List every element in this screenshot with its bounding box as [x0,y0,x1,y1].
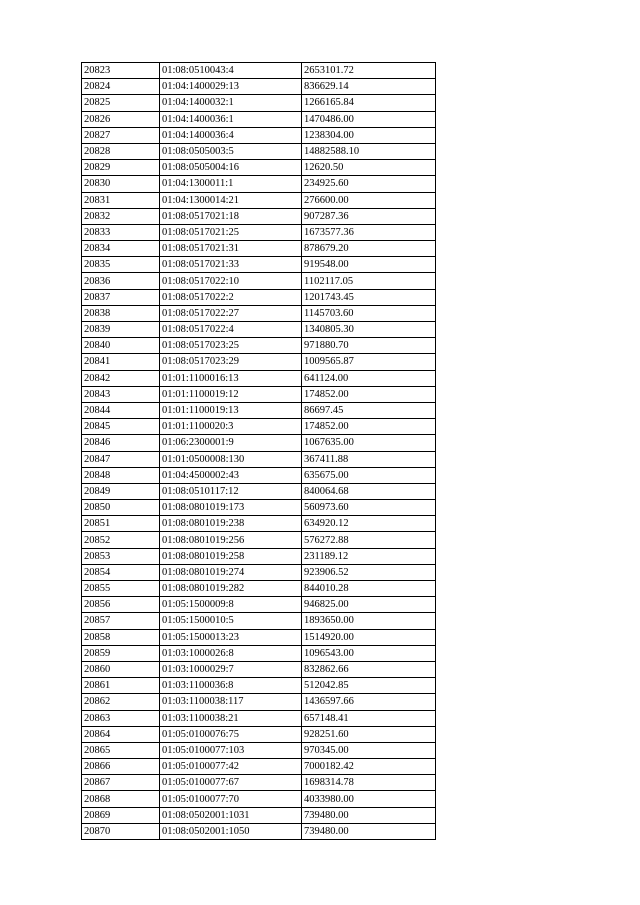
cadastral-number-cell: 01:04:1400036:1 [160,111,302,127]
row-id-cell: 20845 [82,419,160,435]
cadastral-number-cell: 01:08:0502001:1050 [160,823,302,839]
data-table [81,62,436,840]
table-row [82,111,436,127]
row-id-cell: 20857 [82,613,160,629]
amount-cell: 836629.14 [302,79,436,95]
table-row [82,208,436,224]
amount-cell: 840064.68 [302,483,436,499]
table-row [82,79,436,95]
amount-cell: 844010.28 [302,581,436,597]
amount-cell: 946825.00 [302,597,436,613]
cadastral-number-cell: 01:03:1100038:117 [160,694,302,710]
cadastral-number-cell: 01:08:0510117:12 [160,483,302,499]
cadastral-number-cell: 01:08:0502001:1031 [160,807,302,823]
row-id-cell: 20851 [82,516,160,532]
row-id-cell: 20844 [82,402,160,418]
amount-cell: 512042.85 [302,678,436,694]
row-id-cell: 20824 [82,79,160,95]
cadastral-number-cell: 01:08:0510043:4 [160,63,302,79]
amount-cell: 634920.12 [302,516,436,532]
cadastral-number-cell: 01:04:1400029:13 [160,79,302,95]
amount-cell: 907287.36 [302,208,436,224]
table-row [82,775,436,791]
amount-cell: 560973.60 [302,500,436,516]
row-id-cell: 20838 [82,305,160,321]
table-row [82,678,436,694]
row-id-cell: 20866 [82,759,160,775]
table-row [82,548,436,564]
row-id-cell: 20869 [82,807,160,823]
table-row [82,726,436,742]
row-id-cell: 20870 [82,823,160,839]
row-id-cell: 20823 [82,63,160,79]
table-row [82,451,436,467]
amount-cell: 1266165.84 [302,95,436,111]
row-id-cell: 20832 [82,208,160,224]
cadastral-number-cell: 01:08:0505004:16 [160,160,302,176]
table-row [82,613,436,629]
row-id-cell: 20828 [82,143,160,159]
amount-cell: 970345.00 [302,742,436,758]
amount-cell: 1470486.00 [302,111,436,127]
row-id-cell: 20852 [82,532,160,548]
amount-cell: 1436597.66 [302,694,436,710]
amount-cell: 1145703.60 [302,305,436,321]
row-id-cell: 20862 [82,694,160,710]
table-row [82,661,436,677]
table-row [82,338,436,354]
cadastral-number-cell: 01:05:0100076:75 [160,726,302,742]
cadastral-number-cell: 01:01:0500008:130 [160,451,302,467]
amount-cell: 923906.52 [302,564,436,580]
cadastral-number-cell: 01:08:0801019:256 [160,532,302,548]
amount-cell: 174852.00 [302,386,436,402]
row-id-cell: 20837 [82,289,160,305]
table-row [82,645,436,661]
row-id-cell: 20850 [82,500,160,516]
row-id-cell: 20840 [82,338,160,354]
cadastral-number-cell: 01:05:1500010:5 [160,613,302,629]
cadastral-number-cell: 01:08:0517022:10 [160,273,302,289]
table-row [82,160,436,176]
amount-cell: 928251.60 [302,726,436,742]
table-row [82,354,436,370]
amount-cell: 832862.66 [302,661,436,677]
cadastral-number-cell: 01:08:0505003:5 [160,143,302,159]
table-row [82,759,436,775]
amount-cell: 1201743.45 [302,289,436,305]
table-row [82,224,436,240]
row-id-cell: 20825 [82,95,160,111]
table-row [82,176,436,192]
row-id-cell: 20829 [82,160,160,176]
row-id-cell: 20830 [82,176,160,192]
table-row [82,823,436,839]
table-row [82,807,436,823]
table-row [82,322,436,338]
table-row [82,370,436,386]
row-id-cell: 20835 [82,257,160,273]
row-id-cell: 20860 [82,661,160,677]
cadastral-number-cell: 01:04:1300011:1 [160,176,302,192]
table-row [82,127,436,143]
cadastral-number-cell: 01:08:0801019:258 [160,548,302,564]
amount-cell: 1067635.00 [302,435,436,451]
amount-cell: 657148.41 [302,710,436,726]
cadastral-number-cell: 01:08:0517022:27 [160,305,302,321]
amount-cell: 739480.00 [302,823,436,839]
table-row [82,143,436,159]
cadastral-number-cell: 01:08:0517023:29 [160,354,302,370]
row-id-cell: 20855 [82,581,160,597]
amount-cell: 1238304.00 [302,127,436,143]
cadastral-number-cell: 01:08:0801019:173 [160,500,302,516]
cadastral-number-cell: 01:08:0801019:274 [160,564,302,580]
amount-cell: 7000182.42 [302,759,436,775]
table-row [82,241,436,257]
table-row [82,500,436,516]
amount-cell: 234925.60 [302,176,436,192]
row-id-cell: 20842 [82,370,160,386]
table-row [82,419,436,435]
amount-cell: 12620.50 [302,160,436,176]
row-id-cell: 20839 [82,322,160,338]
table-row [82,95,436,111]
cadastral-number-cell: 01:05:1500013:23 [160,629,302,645]
amount-cell: 2653101.72 [302,63,436,79]
row-id-cell: 20833 [82,224,160,240]
table-row [82,63,436,79]
cadastral-number-cell: 01:08:0801019:238 [160,516,302,532]
row-id-cell: 20831 [82,192,160,208]
amount-cell: 1673577.36 [302,224,436,240]
table-row [82,516,436,532]
amount-cell: 367411.88 [302,451,436,467]
cadastral-number-cell: 01:03:1000026:8 [160,645,302,661]
cadastral-number-cell: 01:05:0100077:42 [160,759,302,775]
cadastral-number-cell: 01:05:1500009:8 [160,597,302,613]
table-row [82,710,436,726]
row-id-cell: 20836 [82,273,160,289]
row-id-cell: 20847 [82,451,160,467]
table-row [82,192,436,208]
amount-cell: 1514920.00 [302,629,436,645]
cadastral-number-cell: 01:04:1400036:4 [160,127,302,143]
amount-cell: 576272.88 [302,532,436,548]
row-id-cell: 20868 [82,791,160,807]
amount-cell: 739480.00 [302,807,436,823]
amount-cell: 1102117.05 [302,273,436,289]
table-row [82,402,436,418]
row-id-cell: 20848 [82,467,160,483]
row-id-cell: 20863 [82,710,160,726]
cadastral-number-cell: 01:04:1400032:1 [160,95,302,111]
amount-cell: 1096543.00 [302,645,436,661]
amount-cell: 1893650.00 [302,613,436,629]
table-row [82,694,436,710]
cadastral-number-cell: 01:03:1100038:21 [160,710,302,726]
table-row [82,597,436,613]
table-row [82,467,436,483]
row-id-cell: 20846 [82,435,160,451]
amount-cell: 1009565.87 [302,354,436,370]
cadastral-number-cell: 01:08:0801019:282 [160,581,302,597]
cadastral-number-cell: 01:01:1100016:13 [160,370,302,386]
row-id-cell: 20853 [82,548,160,564]
cadastral-number-cell: 01:05:0100077:70 [160,791,302,807]
table-row [82,483,436,499]
cadastral-number-cell: 01:01:1100020:3 [160,419,302,435]
cadastral-number-cell: 01:08:0517023:25 [160,338,302,354]
amount-cell: 86697.45 [302,402,436,418]
row-id-cell: 20841 [82,354,160,370]
cadastral-number-cell: 01:08:0517021:33 [160,257,302,273]
row-id-cell: 20867 [82,775,160,791]
row-id-cell: 20858 [82,629,160,645]
amount-cell: 174852.00 [302,419,436,435]
amount-cell: 231189.12 [302,548,436,564]
cadastral-number-cell: 01:03:1000029:7 [160,661,302,677]
amount-cell: 641124.00 [302,370,436,386]
table-row [82,435,436,451]
amount-cell: 1340805.30 [302,322,436,338]
cadastral-number-cell: 01:05:0100077:103 [160,742,302,758]
row-id-cell: 20827 [82,127,160,143]
cadastral-number-cell: 01:08:0517021:18 [160,208,302,224]
table-row [82,386,436,402]
cadastral-number-cell: 01:05:0100077:67 [160,775,302,791]
table-row [82,289,436,305]
table-row [82,305,436,321]
row-id-cell: 20826 [82,111,160,127]
cadastral-number-cell: 01:08:0517021:25 [160,224,302,240]
amount-cell: 4033980.00 [302,791,436,807]
amount-cell: 971880.70 [302,338,436,354]
amount-cell: 276600.00 [302,192,436,208]
cadastral-number-cell: 01:06:2300001:9 [160,435,302,451]
cadastral-number-cell: 01:08:0517021:31 [160,241,302,257]
amount-cell: 635675.00 [302,467,436,483]
cadastral-number-cell: 01:04:1300014:21 [160,192,302,208]
row-id-cell: 20859 [82,645,160,661]
cadastral-number-cell: 01:03:1100036:8 [160,678,302,694]
table-body [82,63,436,840]
table-row [82,532,436,548]
table-row [82,564,436,580]
cadastral-number-cell: 01:08:0517022:2 [160,289,302,305]
cadastral-number-cell: 01:01:1100019:12 [160,386,302,402]
row-id-cell: 20865 [82,742,160,758]
row-id-cell: 20854 [82,564,160,580]
cadastral-number-cell: 01:08:0517022:4 [160,322,302,338]
amount-cell: 1698314.78 [302,775,436,791]
cadastral-number-cell: 01:01:1100019:13 [160,402,302,418]
row-id-cell: 20861 [82,678,160,694]
row-id-cell: 20849 [82,483,160,499]
amount-cell: 878679.20 [302,241,436,257]
cadastral-number-cell: 01:04:4500002:43 [160,467,302,483]
row-id-cell: 20864 [82,726,160,742]
table-row [82,791,436,807]
table-row [82,629,436,645]
row-id-cell: 20834 [82,241,160,257]
table-row [82,257,436,273]
amount-cell: 919548.00 [302,257,436,273]
table-row [82,742,436,758]
table-row [82,273,436,289]
amount-cell: 14882588.10 [302,143,436,159]
table-row [82,581,436,597]
row-id-cell: 20843 [82,386,160,402]
row-id-cell: 20856 [82,597,160,613]
